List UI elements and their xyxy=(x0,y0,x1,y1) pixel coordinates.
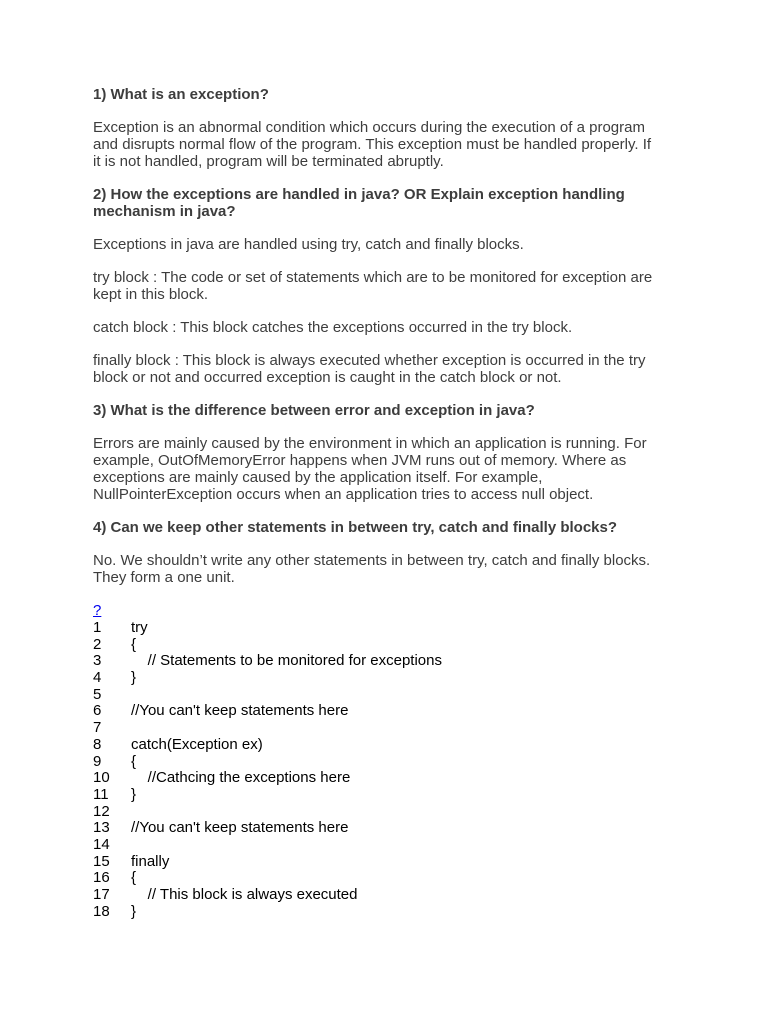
code-line xyxy=(93,620,678,637)
answer-paragraph xyxy=(93,269,678,303)
line-number: 8 xyxy=(93,735,102,753)
code-line xyxy=(93,904,678,921)
code-line xyxy=(93,653,678,670)
line-number: 15 xyxy=(93,852,110,870)
code-line xyxy=(93,820,678,837)
question-heading xyxy=(93,186,678,220)
code-block xyxy=(93,620,678,920)
document-page xyxy=(93,86,678,920)
text-line: No. We shouldn’t write any other statements in between try, catch and finally blocks. xyxy=(93,552,651,569)
line-number: 5 xyxy=(93,685,102,703)
question-heading: 1) What is an exception? xyxy=(93,86,269,103)
answer-paragraph: catch block : This block catches the exceptions occurred in the try block. xyxy=(93,319,573,336)
code-text: { xyxy=(131,869,137,887)
code-line xyxy=(93,720,678,737)
code-text: } xyxy=(131,669,137,687)
line-number: 6 xyxy=(93,702,102,720)
code-line xyxy=(93,837,678,854)
code-line xyxy=(93,687,678,704)
code-line xyxy=(93,754,678,771)
line-number: 2 xyxy=(93,635,102,653)
question-heading: 4) Can we keep other statements in between try, catch and finally blocks? xyxy=(93,519,618,536)
code-text: } xyxy=(131,902,137,920)
line-number: 13 xyxy=(93,819,110,837)
line-number: 11 xyxy=(93,785,109,803)
answer-paragraph: Exceptions in java are handled using try, catch and finally blocks. xyxy=(93,236,524,253)
text-line: finally block : This block is always executed whether exception is occurred in the try xyxy=(93,352,646,369)
text-line: Errors are mainly caused by the environment in which an application is running. For xyxy=(93,435,647,452)
line-number: 9 xyxy=(93,752,102,770)
heading-line: mechanism in java? xyxy=(93,203,236,220)
text-line: They form a one unit. xyxy=(93,569,235,586)
code-line xyxy=(93,737,678,754)
code-line xyxy=(93,787,678,804)
code-line xyxy=(93,887,678,904)
text-line: try block : The code or set of statements which are to be monitored for exception are xyxy=(93,269,653,286)
code-text: // This block is always executed xyxy=(131,886,358,903)
heading-line: 2) How the exceptions are handled in java? OR Explain exception handling xyxy=(93,186,625,203)
text-line: example, OutOfMemoryError happens when JVM runs out of memory. Where as xyxy=(93,452,627,469)
code-line xyxy=(93,854,678,871)
answer-paragraph xyxy=(93,352,678,386)
text-line: kept in this block. xyxy=(93,286,209,303)
code-text: // Statements to be monitored for exceptions xyxy=(131,652,442,670)
code-text: try xyxy=(131,619,148,636)
text-line: block or not and occurred exception is caught in the catch block or not. xyxy=(93,369,562,386)
line-number: 1 xyxy=(93,619,102,636)
code-line xyxy=(93,770,678,787)
text-line: Exception is an abnormal condition which occurs during the execution of a program xyxy=(93,119,645,136)
line-number: 4 xyxy=(93,669,102,687)
code-text: //Cathcing the exceptions here xyxy=(131,769,351,787)
line-number: 10 xyxy=(93,769,110,787)
text-line: and disrupts normal flow of the program. This exception must be handled properly. If xyxy=(93,136,652,153)
code-line xyxy=(93,670,678,687)
code-line xyxy=(93,703,678,720)
text-line: NullPointerException occurs when an application tries to access null object. xyxy=(93,486,594,503)
line-number: 18 xyxy=(93,902,110,920)
text-line: exceptions are mainly caused by the application itself. For example, xyxy=(93,469,543,486)
code-line xyxy=(93,804,678,821)
answer-paragraph xyxy=(93,119,678,170)
code-text: //You can't keep statements here xyxy=(131,819,349,837)
answer-paragraph xyxy=(93,435,678,503)
code-text: { xyxy=(131,635,137,653)
line-number: 17 xyxy=(93,886,110,903)
question-heading: 3) What is the difference between error and exception in java? xyxy=(93,402,535,419)
text-line: it is not handled, program will be terminated abruptly. xyxy=(93,153,444,170)
line-number: 16 xyxy=(93,869,110,887)
code-line xyxy=(93,637,678,654)
line-number: 7 xyxy=(93,719,102,737)
code-text: finally xyxy=(131,852,170,870)
code-text: } xyxy=(131,785,137,803)
code-text: catch(Exception ex) xyxy=(131,735,263,753)
code-help-link[interactable]: ? xyxy=(93,602,102,619)
code-text: //You can't keep statements here xyxy=(131,702,349,720)
line-number: 12 xyxy=(93,802,110,820)
line-number: 3 xyxy=(93,652,102,670)
code-text: { xyxy=(131,752,137,770)
line-number: 14 xyxy=(93,835,110,853)
code-line xyxy=(93,870,678,887)
answer-paragraph xyxy=(93,552,678,586)
